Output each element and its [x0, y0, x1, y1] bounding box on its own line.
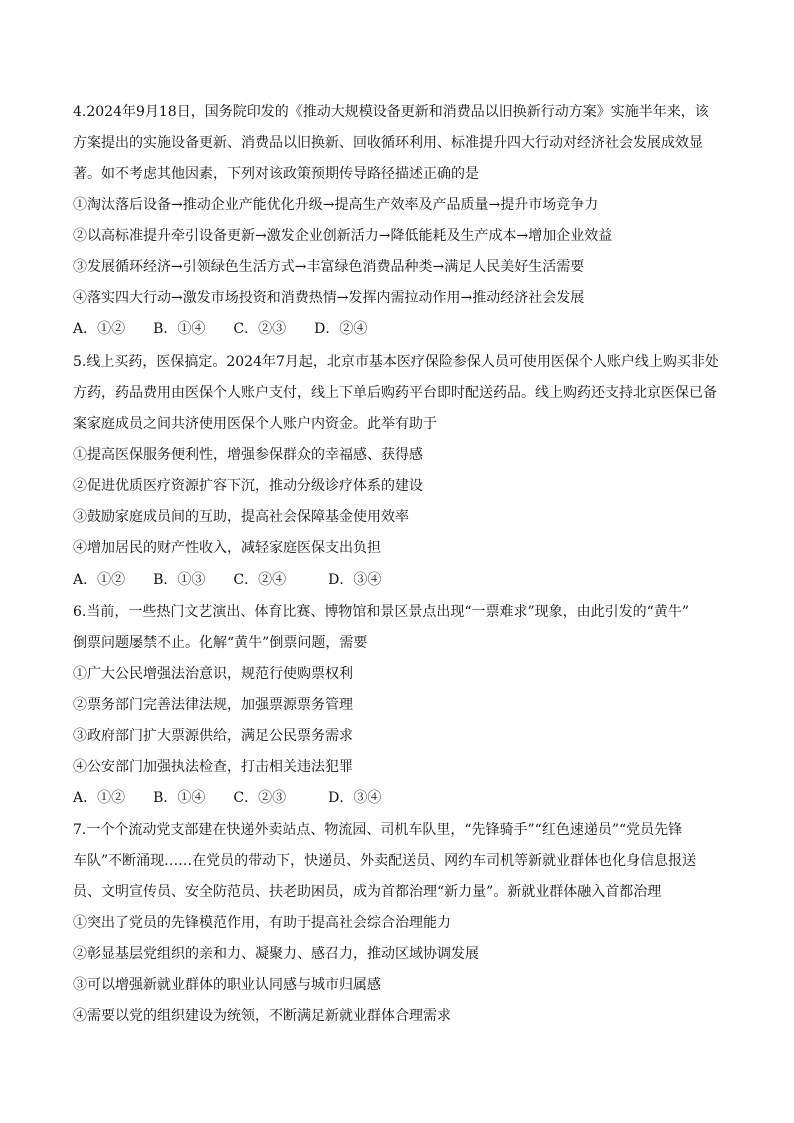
question-5-option-3: ③鼓励家庭成员间的互助，提高社会保障基金使用效率	[73, 509, 409, 525]
question-4-option-2: ②以高标准提升牵引设备更新→激发企业创新活力→降低能耗及生产成本→增加企业效益	[73, 228, 613, 244]
question-7-stem-line-1: 7.一个个流动党支部建在快递外卖站点、物流园、司机车队里，“先锋骑手”“红色速递员”“党员先锋	[73, 822, 683, 838]
question-4-stem-line-3: 著。如不考虑其他因素，下列对该政策预期传导路径描述正确的是	[73, 166, 479, 182]
question-7-option-2: ②彰显基层党组织的亲和力、凝聚力、感召力，推动区域协调发展	[73, 946, 479, 962]
question-4-stem-line-2: 方案提出的实施设备更新、消费品以旧换新、回收循环利用、标准提升四大行动对经济社会发展成效显	[73, 135, 703, 151]
question-6-option-3: ③政府部门扩大票源供给，满足公民票务需求	[73, 728, 353, 744]
question-5-option-1: ①提高医保服务便利性，增强参保群众的幸福感、获得感	[73, 447, 423, 463]
question-7-option-4: ④需要以党的组织建设为统领，不断满足新就业群体合理需求	[73, 1008, 451, 1024]
question-6-option-1: ①广大公民增强法治意识，规范行使购票权利	[73, 666, 353, 682]
question-6-stem-line-2: 倒票问题屡禁不止。化解“黄牛”倒票问题，需要	[73, 635, 368, 651]
question-5-stem-line-2: 方药，药品费用由医保个人账户支付，线上下单后购药平台即时配送药品。线上购药还支持北京医保已备	[73, 385, 717, 401]
question-6-option-4: ④公安部门加强执法检查，打击相关违法犯罪	[73, 759, 353, 775]
question-4-option-1: ①淘汰落后设备→推动企业产能优化升级→提高生产效率及产品质量→提升市场竞争力	[73, 197, 599, 213]
question-5-stem-line-1: 5.线上买药，医保搞定。2024年7月起，北京市基本医疗保险参保人员可使用医保个人账户线上购买非处	[73, 354, 719, 370]
question-5-stem-line-3: 案家庭成员之间共济使用医保个人账户内资金。此举有助于	[73, 416, 437, 432]
question-6-option-2: ②票务部门完善法律法规，加强票源票务管理	[73, 697, 353, 713]
question-6-answer-choices: A．①② B．①④ C．②③ D．③④	[73, 790, 382, 806]
question-4-answer-choices: A．①② B．①④ C．②③ D．②④	[73, 321, 368, 337]
question-4-option-4: ④落实四大行动→激发市场投资和消费热情→发挥内需拉动作用→推动经济社会发展	[73, 290, 585, 306]
question-7-option-3: ③可以增强新就业群体的职业认同感与城市归属感	[73, 977, 381, 993]
question-7-stem-line-3: 员、文明宣传员、安全防范员、扶老助困员，成为首都治理“新力量”。新就业群体融入首都治理	[73, 884, 662, 900]
question-5-option-4: ④增加居民的财产性收入，减轻家庭医保支出负担	[73, 540, 381, 556]
question-5-option-2: ②促进优质医疗资源扩容下沉，推动分级诊疗体系的建设	[73, 478, 423, 494]
question-4-option-3: ③发展循环经济→引领绿色生活方式→丰富绿色消费品种类→满足人民美好生活需要	[73, 259, 585, 275]
question-5-answer-choices: A．①② B．①③ C．②④ D．③④	[73, 572, 382, 588]
question-4-stem-line-1: 4.2024年9月18日，国务院印发的《推动大规模设备更新和消费品以旧换新行动方案》实施半年来，该	[73, 104, 709, 120]
question-7-stem-line-2: 车队”不断涌现……在党员的带动下，快递员、外卖配送员、网约车司机等新就业群体也化身信息报送	[73, 853, 697, 869]
question-6-stem-line-1: 6.当前，一些热门文艺演出、体育比赛、博物馆和景区景点出现“一票难求”现象，由此引发的“黄牛”	[73, 604, 689, 620]
question-7-option-1: ①突出了党员的先锋模范作用，有助于提高社会综合治理能力	[73, 915, 451, 931]
